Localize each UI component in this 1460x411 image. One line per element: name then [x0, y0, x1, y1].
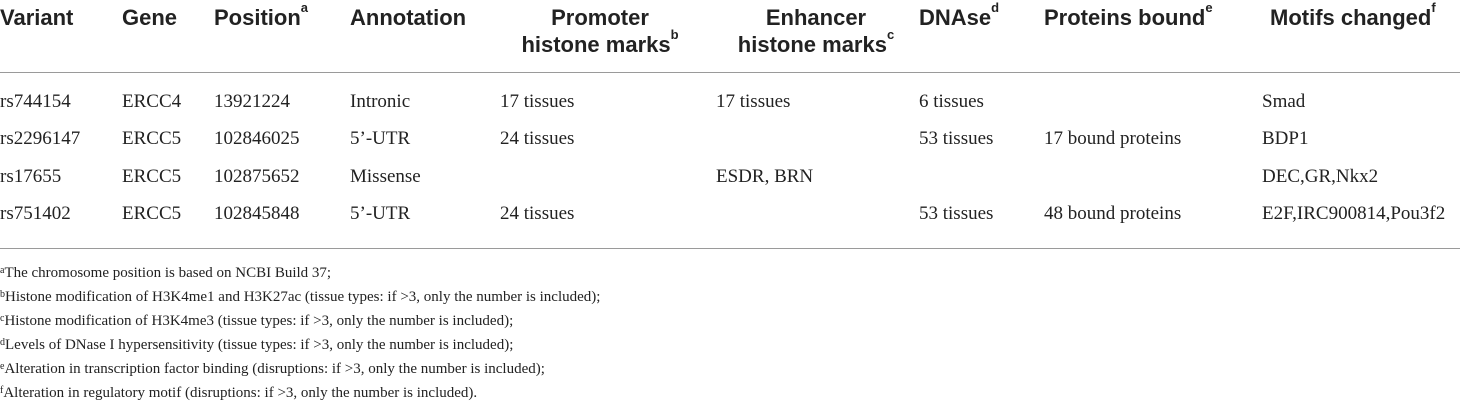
header-dnase-label: DNAse	[919, 5, 992, 30]
cell-motifs: Smad	[1262, 91, 1306, 112]
cell-gene: ERCC5	[122, 203, 182, 224]
cell-variant: rs751402	[0, 203, 71, 224]
header-motifs	[1270, 0, 1436, 31]
footnote-d-mark: d	[0, 337, 5, 348]
cell-dnase: 53 tissues	[919, 128, 994, 149]
cell-proteins: 17 bound proteins	[1044, 128, 1182, 149]
header-position	[214, 0, 309, 31]
header-rule	[0, 72, 1460, 73]
cell-dnase: 6 tissues	[919, 91, 984, 112]
cell-motifs: E2F,IRC900814,Pou3f2	[1262, 203, 1446, 224]
footnote-mark-b: b	[670, 27, 679, 42]
footnote-f	[0, 384, 477, 402]
footnote-e	[0, 360, 545, 378]
footnote-c-mark: c	[0, 313, 5, 324]
cell-gene: ERCC5	[122, 128, 182, 149]
cell-promoter: 24 tissues	[500, 128, 575, 149]
cell-enhancer: 17 tissues	[716, 91, 791, 112]
footnote-mark-d: d	[991, 0, 1000, 15]
header-motifs-label: Motifs changed	[1270, 5, 1432, 30]
header-gene-label: Gene	[122, 5, 178, 30]
cell-annotation: 5’-UTR	[350, 128, 411, 149]
footnote-b-mark: b	[0, 289, 5, 300]
footnote-f-text: Alteration in regulatory motif (disruptions: if >3, only the number is included).	[3, 385, 478, 401]
footnote-b-text: Histone modification of H3K4me1 and H3K27ac (tissue types: if >3, only the number is included);	[5, 289, 601, 305]
cell-variant: rs2296147	[0, 128, 81, 149]
cell-position: 13921224	[214, 91, 290, 112]
cell-annotation: 5’-UTR	[350, 203, 411, 224]
header-position-label: Position	[214, 5, 301, 30]
cell-proteins: 48 bound proteins	[1044, 203, 1182, 224]
footnote-a	[0, 264, 331, 282]
header-variant	[0, 4, 73, 31]
cell-variant: rs744154	[0, 91, 71, 112]
header-proteins	[1044, 0, 1213, 31]
cell-position: 102875652	[214, 166, 300, 187]
cell-annotation: Intronic	[350, 91, 411, 112]
footnote-e-mark: e	[0, 361, 5, 372]
cell-motifs: BDP1	[1262, 128, 1309, 149]
footnote-mark-c: c	[886, 27, 895, 42]
header-promoter-line2: histone marks$^b$	[521, 27, 679, 57]
footnote-c-text: Histone modification of H3K4me3 (tissue types: if >3, only the number is included);	[4, 313, 514, 329]
header-enhancer	[716, 4, 916, 58]
header-proteins-label: Proteins bound	[1044, 5, 1206, 30]
header-enhancer-line2: histone marks$^c$	[737, 27, 895, 57]
header-dnase	[919, 0, 1000, 31]
cell-enhancer: ESDR, BRN	[716, 166, 814, 187]
table-bottom-rule	[0, 248, 1460, 249]
footnote-mark-f: f	[1431, 0, 1436, 15]
footnote-d-text: Levels of DNase I hypersensitivity (tissue types: if >3, only the number is included);	[5, 337, 514, 353]
footnote-f-mark: f	[0, 385, 4, 396]
cell-dnase: 53 tissues	[919, 203, 994, 224]
header-annotation	[350, 4, 466, 31]
footnote-mark-e: e	[1205, 0, 1213, 15]
cell-promoter: 17 tissues	[500, 91, 575, 112]
footnote-a-text: The chromosome position is based on NCBI Build 37;	[4, 265, 332, 281]
header-annotation-label: Annotation	[350, 5, 467, 30]
cell-gene: ERCC5	[122, 166, 182, 187]
cell-gene: ERCC4	[122, 91, 182, 112]
footnote-c	[0, 312, 513, 330]
footnote-d	[0, 336, 513, 354]
cell-variant: rs17655	[0, 166, 62, 187]
cell-promoter: 24 tissues	[500, 203, 575, 224]
header-gene	[122, 4, 177, 31]
cell-position: 102846025	[214, 128, 300, 149]
cell-position: 102845848	[214, 203, 300, 224]
header-enhancer-line1: Enhancer	[765, 5, 867, 30]
header-variant-label: Variant	[0, 5, 74, 30]
header-promoter-line1: Promoter	[551, 5, 649, 30]
footnote-a-mark: a	[0, 265, 5, 276]
footnote-e-text: Alteration in transcription factor binding (disruptions: if >3, only the number is included);	[4, 361, 545, 377]
header-promoter	[500, 4, 700, 58]
cell-annotation: Missense	[350, 166, 421, 187]
footnote-mark-a: a	[300, 0, 309, 15]
footnote-b	[0, 288, 600, 306]
cell-motifs: DEC,GR,Nkx2	[1262, 166, 1379, 187]
